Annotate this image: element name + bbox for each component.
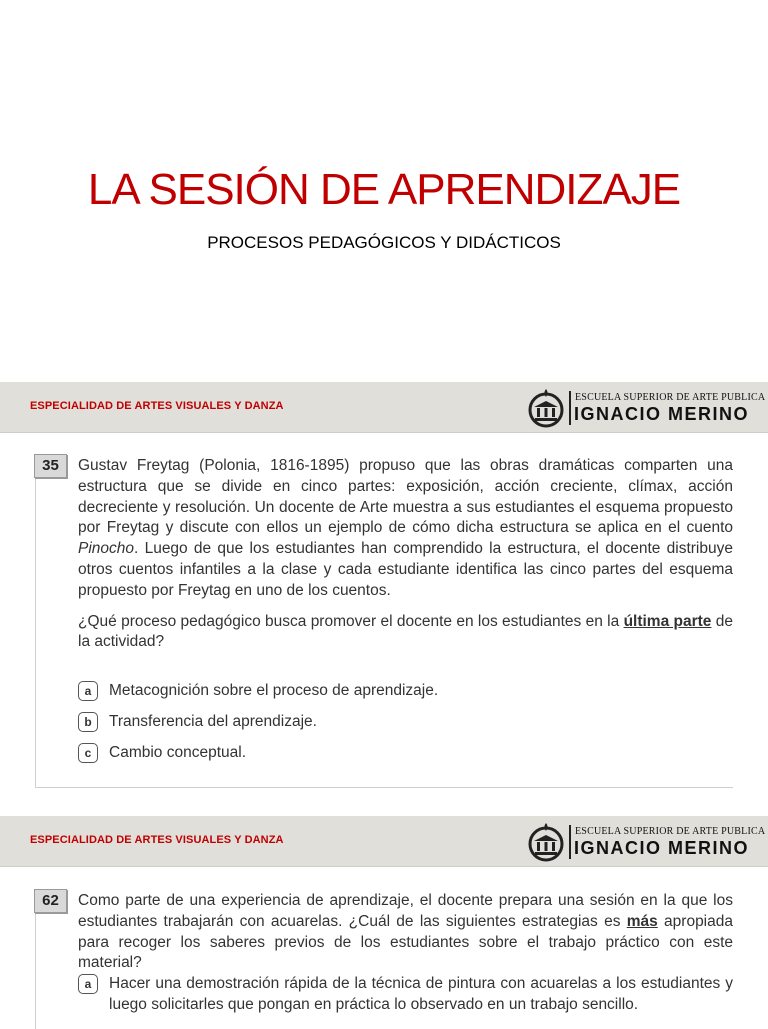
option-letter: c <box>78 743 98 763</box>
stem-story-title: Pinocho <box>78 540 135 558</box>
question-prompt: ¿Qué proceso pedagógico busca promover el docente en los estudiantes en la <box>78 612 624 630</box>
stem-text-continued: . Luego de que los estudiantes han comprendido la estructura, el docente distribuye otros cuentos infantiles a la clase y cada estudiante identifica las cinco partes del esquema propuesto por Freytag en uno de los cuentos. <box>78 540 733 599</box>
school-logo <box>524 821 766 863</box>
question-slide-35 <box>0 382 768 798</box>
logo-school-type: ESCUELA SUPERIOR DE ARTE PUBLICA <box>575 392 766 403</box>
option-text: Cambio conceptual. <box>109 744 246 761</box>
school-emblem-icon <box>524 821 568 863</box>
question-slide-62 <box>0 816 768 1024</box>
question-stem <box>78 891 733 974</box>
logo-school-name: IGNACIO MERINO <box>574 838 750 858</box>
specialty-label: ESPECIALIDAD DE ARTES VISUALES Y DANZA <box>30 834 284 846</box>
option-text: Hacer una demostración rápida de la técnica de pintura con acuarelas a los estudiantes y luego solicitarles que pongan en práctica lo observado en un trabajo sencillo. <box>109 975 733 1013</box>
cover-subtitle: PROCESOS PEDAGÓGICOS Y DIDÁCTICOS <box>207 233 561 252</box>
question-emphasis: más <box>626 912 658 930</box>
slide-header <box>0 382 768 433</box>
answer-option-c[interactable] <box>78 742 733 773</box>
answer-option-b[interactable] <box>78 711 733 742</box>
logo-divider <box>569 825 571 859</box>
specialty-label: ESPECIALIDAD DE ARTES VISUALES Y DANZA <box>30 400 284 412</box>
option-letter: a <box>78 974 98 994</box>
question-stem <box>78 456 733 653</box>
logo-school-type: ESCUELA SUPERIOR DE ARTE PUBLICA <box>575 826 766 837</box>
option-text: Metacognición sobre el proceso de aprendizaje. <box>109 682 439 699</box>
question-emphasis: última parte <box>623 612 712 630</box>
question-number: 35 <box>34 454 67 478</box>
slide-header <box>0 816 768 867</box>
logo-divider <box>569 391 571 425</box>
cover-title: LA SESIÓN DE APRENDIZAJE <box>87 165 681 214</box>
cover-slide <box>0 0 768 382</box>
option-letter: a <box>78 681 98 701</box>
answer-option-a[interactable] <box>78 973 733 1017</box>
question-prompt-end: de la actividad? <box>78 612 733 651</box>
question-card <box>35 889 733 1029</box>
school-emblem-icon <box>524 387 568 429</box>
stem-text: Como parte de una experiencia de aprendizaje, el docente prepara una sesión en la que los estudiantes trabajarán con acuarelas. ¿Cuál de las siguientes estrategias es <box>78 892 733 930</box>
question-card <box>35 454 733 788</box>
stem-text: Gustav Freytag (Polonia, 1816-1895) propuso que las obras dramáticas comparten una estructura que se divide en cinco partes: exposición, acción creciente, clímax, acción decreciente y resolución. Un docente de Arte muestra a sus estudiantes el esquema propuesto por Freytag y discute con ellos un ejemplo de cómo dicha estructura se aplica en el cuento <box>78 457 733 537</box>
question-number: 62 <box>34 889 67 913</box>
answer-option-a[interactable] <box>78 680 733 711</box>
answer-options <box>78 680 733 773</box>
school-logo <box>524 387 766 429</box>
logo-school-name: IGNACIO MERINO <box>574 404 750 424</box>
option-text: Transferencia del aprendizaje. <box>109 713 317 730</box>
option-letter: b <box>78 712 98 732</box>
answer-options <box>78 973 733 1017</box>
stem-text-continued: apropiada para recoger los saberes previos de los estudiantes sobre el trabajo práctico con este material? <box>78 912 733 972</box>
